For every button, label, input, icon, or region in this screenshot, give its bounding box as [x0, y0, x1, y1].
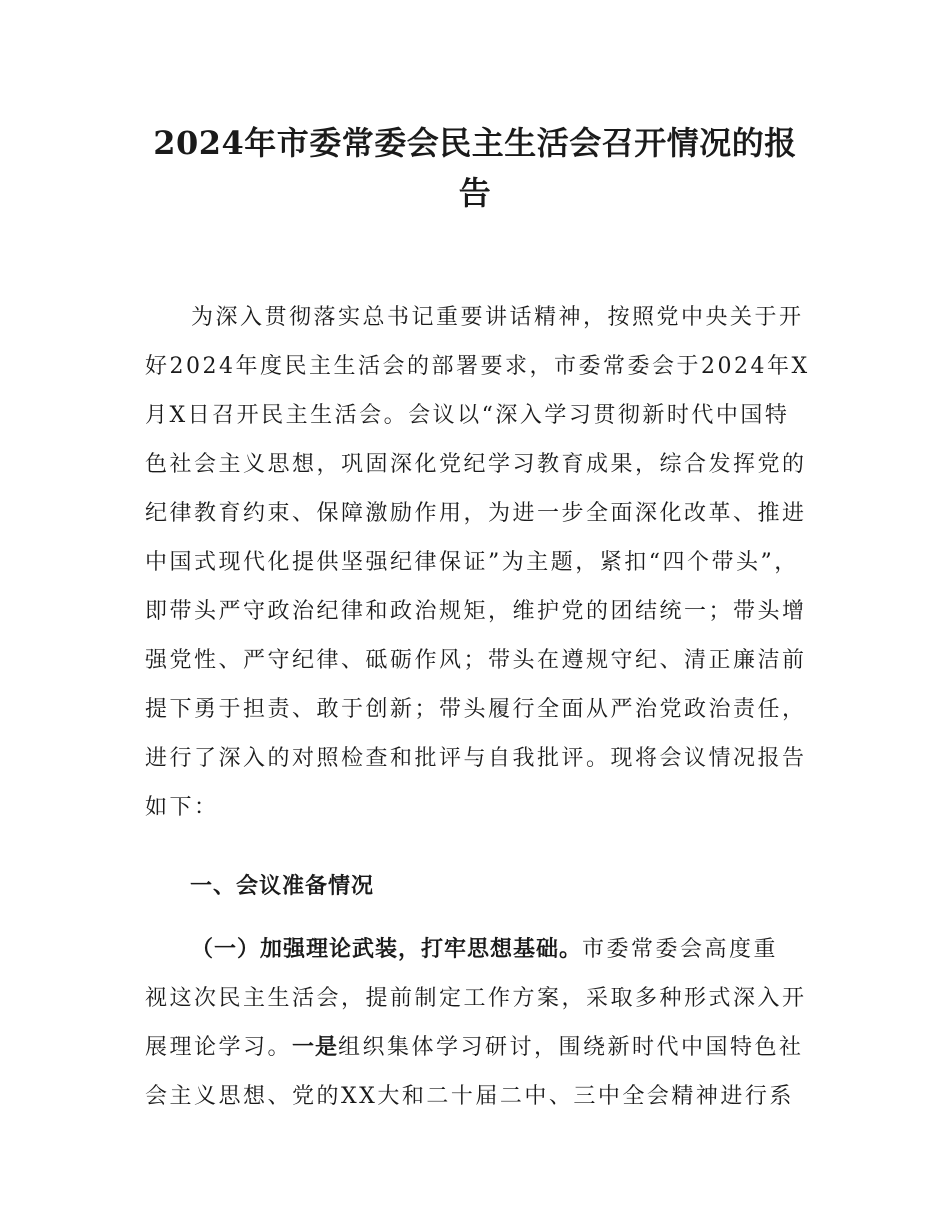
- intro-paragraph: [145, 293, 825, 832]
- paragraph-line: 色社会主义思想，巩固深化党纪学习教育成果，综合发挥党的: [145, 452, 807, 477]
- paragraph-line: [145, 925, 825, 974]
- paragraph-line: 中国式现代化提供坚强纪律保证”为主题，紧扣“四个带头”，: [145, 550, 799, 575]
- paragraph-line: 好2024年度民主生活会的部署要求，市委常委会于2024年X: [145, 354, 810, 379]
- subsection-paragraph: [145, 925, 825, 1121]
- paragraph-line: 会主义思想、党的XX大和二十届二中、三中全会精神进行系: [145, 1084, 794, 1109]
- paragraph-line: 即带头严守政治纪律和政治规矩，维护党的团结统一；带头增: [145, 599, 807, 624]
- paragraph-line: [145, 1023, 825, 1072]
- paragraph-line: 纪律教育约束、保障激励作用，为进一步全面深化改革、推进: [145, 501, 807, 526]
- paragraph-line: 如下：: [145, 795, 219, 820]
- document-title-line1: 2024年市委常委会民主生活会召开情况的报: [153, 124, 797, 162]
- paragraph-line: 提下勇于担责、敢于创新；带头履行全面从严治党政治责任，: [145, 697, 807, 722]
- paragraph-line: 月X日召开民主生活会。会议以“深入学习贯彻新时代中国特: [145, 403, 790, 428]
- line-pre: 展理论学习。: [145, 1035, 293, 1060]
- paragraph-line: 进行了深入的对照检查和批评与自我批评。现将会议情况报告: [145, 746, 807, 771]
- line-post: 组织集体学习研讨，围绕新时代中国特色社: [338, 1035, 804, 1060]
- subsection-lead-rest: 市委常委会高度重: [582, 937, 779, 962]
- paragraph-line: 强党性、严守纪律、砥砺作风；带头在遵规守纪、清正廉洁前: [145, 648, 807, 673]
- paragraph-line: 为深入贯彻落实总书记重要讲话精神，按照党中央关于开: [191, 305, 804, 330]
- subsection-lead-bold: （一）加强理论武装，打牢思想基础。: [191, 937, 583, 962]
- paragraph-line: 视这次民主生活会，提前制定工作方案，采取多种形式深入开: [145, 986, 807, 1011]
- document-title-line2: 告: [458, 174, 492, 212]
- section-heading: 一、会议准备情况: [190, 874, 375, 899]
- emphasis-first: 一是: [292, 1035, 339, 1060]
